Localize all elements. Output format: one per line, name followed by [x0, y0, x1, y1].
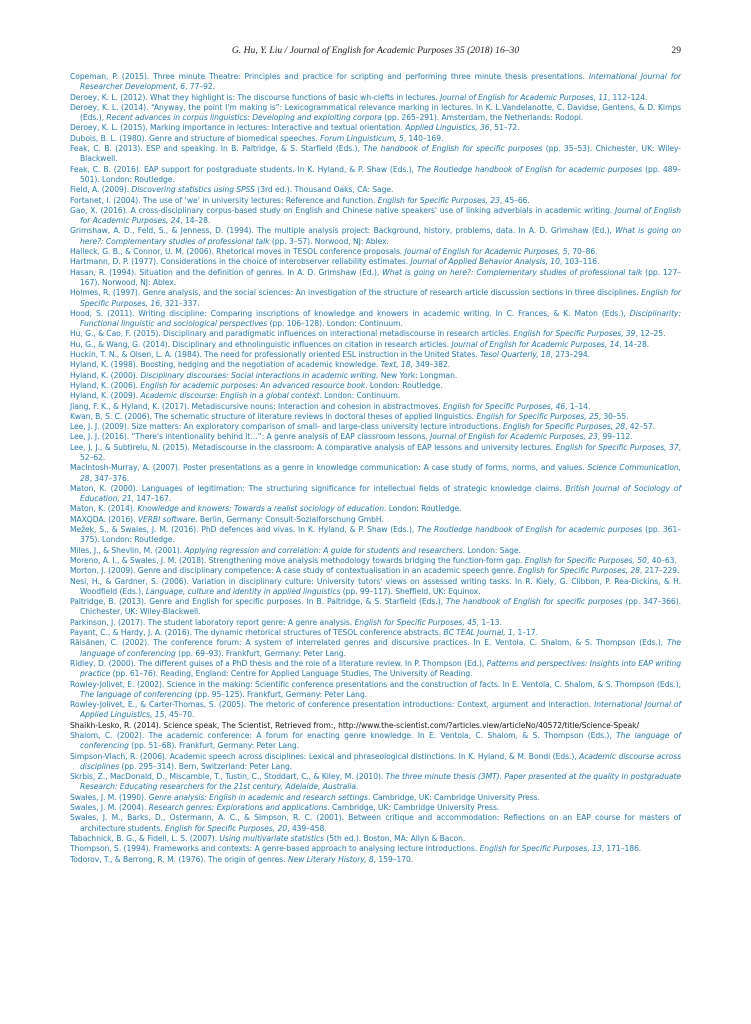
reference-entry[interactable]	[70, 731, 681, 752]
reference-source-title: Language, culture and identity in applied linguistics	[145, 586, 341, 596]
reference-pages: (pp. 51–68). Frankfurt, Germany: Peter Lang.	[128, 741, 300, 751]
reference-text: Payant, C., & Hardy, J. A. (2016). The dynamic rhetorical structures of TESOL conference abstracts.	[70, 628, 444, 638]
reference-entry[interactable]	[70, 793, 681, 803]
reference-entry[interactable]	[70, 206, 681, 227]
reference-pages: , 1–17.	[512, 628, 538, 638]
reference-pages: . Cambridge, UK: Cambridge University Press.	[327, 803, 500, 813]
reference-entry[interactable]	[70, 165, 681, 186]
reference-pages: . London: Routledge.	[365, 380, 443, 390]
reference-pages: (pp. 99–117). Sheffield, UK: Equinox.	[340, 586, 481, 596]
reference-text: Swales, J. M., Barks, D., Ostermann, A. C., & Simpson, R. C. (2001). Between critique and accommodation: Reflections on an EAP course for masters of architecture students.	[70, 813, 681, 833]
reference-source-title: Tesol Quarterly, 18	[480, 350, 551, 360]
reference-entry[interactable]	[70, 226, 681, 247]
reference-entry[interactable]	[70, 628, 681, 638]
reference-source-title: BC TEAL Journal, 1	[443, 628, 513, 638]
reference-text: Swales, J. M. (2004).	[70, 803, 149, 813]
reference-pages: , 159–170.	[373, 854, 414, 864]
reference-text: Shaikh-Lesko, R. (2014). Science speak, The Scientist, Retrieved from:,	[70, 720, 339, 730]
reference-text: Halleck, G. B., & Connor, U. M. (2006). Rhetorical moves in TESOL conference proposals.	[70, 247, 405, 257]
reference-source-title: Using multivariate statistics	[219, 833, 324, 843]
reference-entry[interactable]	[70, 504, 681, 514]
reference-text: Moreno, A. I., & Swales, J. M. (2018). Strengthening move analysis methodology towards bridging the function-form gap.	[70, 555, 525, 565]
reference-source-title: English for Specific Purposes, 25	[476, 411, 599, 421]
reference-pages: , 45–66.	[499, 195, 530, 205]
reference-source-title: What is going on here?: Complementary studies of professional talk	[80, 226, 681, 246]
reference-text: Copeman, P. (2015). Three minute Theatre: Principles and practice for scripting and performing three minute thesis presentations.	[70, 72, 589, 81]
reference-entry[interactable]	[70, 618, 681, 628]
reference-pages: , 1–14.	[565, 401, 591, 411]
reference-source-title: The handbook of English for specific purposes	[363, 144, 543, 154]
reference-entry[interactable]	[70, 638, 681, 659]
reference-text: Lee, J. J. (2016). “There's intentionality behind it…”: A genre analysis of EAP classroom lessons.	[70, 432, 431, 442]
reference-pages: , 439–458.	[287, 823, 327, 833]
reference-pages: (pp. 61–76). Reading, England: Centre for Applied Language Studies, The University of Reading.	[110, 669, 473, 679]
reference-text: Grimshaw, A. D., Feld, S., & Jenness, D. (1994). The multiple analysis project: Background, history, problems, data. In A. D. Grimshaw (Ed.),	[70, 226, 616, 236]
reference-entry[interactable]	[70, 123, 681, 133]
reference-pages: , 12–25.	[635, 329, 666, 339]
reference-text: Swales, J. M. (1990).	[70, 792, 149, 802]
reference-pages: (pp. 347–366). Chichester, UK: Wiley-Blackwell.	[80, 597, 681, 617]
reference-source-title: English for academic purposes: An advanced resource book	[140, 380, 366, 390]
reference-text: Dubois, B. L. (1980). Genre and structure of biomedical speeches.	[70, 133, 321, 143]
reference-source-title: Discovering statistics using SPSS	[131, 185, 255, 195]
reference-text: Ridley, D. (2000). The different guises of a PhD thesis and the role of a literature review. In P. Thompson (Ed.),	[70, 658, 487, 668]
reference-source-title: What is going on here?: Complementary studies of professional talk	[382, 267, 643, 277]
reference-source-title: Applied Linguistics, 36	[405, 123, 490, 133]
reference-source-title: English for Specific Purposes, 50	[524, 555, 647, 565]
reference-pages: (pp. 3–57). Norwood, NJ: Ablex.	[269, 236, 389, 246]
reference-pages: (pp. 489–501). London: Routledge.	[80, 164, 681, 184]
reference-source-title: Disciplinarity: Functional linguistic and sociological perspectives	[80, 308, 681, 329]
reference-pages: , 51–72.	[489, 123, 520, 133]
reference-source-title: Journal of English for Academic Purposes, 23	[430, 432, 598, 442]
reference-pages: , 273–294.	[550, 350, 591, 360]
running-header	[70, 45, 681, 61]
reference-text: Parkinson, J. (2017). The student laboratory report genre: A genre analysis.	[70, 617, 355, 627]
reference-pages: (3rd ed.). Thousand Oaks, CA: Sage.	[254, 185, 394, 195]
reference-pages: , 77–92.	[185, 82, 216, 92]
reference-source-title: English for Specific Purposes, 20	[165, 823, 288, 833]
reference-entry[interactable]	[70, 525, 681, 546]
reference-source-title: English for Specific Purposes, 13	[479, 844, 602, 854]
reference-text: Hyland, K. (1998). Boosting, hedging and the negotiation of academic knowledge.	[70, 360, 381, 370]
reference-entry[interactable]	[70, 463, 681, 484]
reference-pages: (pp. 361–375). London: Routledge.	[80, 525, 681, 545]
reference-url[interactable]: http://www.the-scientist.com/?articles.view/articleNo/40572/title/Science-Speak/	[338, 720, 640, 730]
reference-entry[interactable]	[70, 144, 681, 165]
reference-pages: . London: Sage.	[462, 545, 521, 555]
reference-text: Hyland, K. (2000).	[70, 370, 141, 380]
reference-entry[interactable]	[70, 257, 681, 267]
reference-text: Deroey, K. L. (2014). “Anyway, the point I'm making is”: Lexicogrammatical relevance marking in lectures. In K. L.Vandelanotte, C. Davidse, Gentens, & D. Kimps (Eds.),	[70, 102, 681, 123]
running-header-title: G. Hu, Y. Liu / Journal of English for Academic Purposes 35 (2018) 16–30	[231, 45, 520, 56]
reference-source-title: English for Specific Purposes, 39	[513, 329, 636, 339]
reference-pages: (pp. 106–128). London: Continuum.	[267, 319, 403, 329]
reference-entry[interactable]	[70, 566, 681, 576]
reference-entry[interactable]	[70, 721, 681, 731]
page-number: 29	[671, 45, 681, 56]
reference-entry[interactable]	[70, 360, 681, 370]
reference-text: Hasan, R. (1994). Situation and the definition of genres. In A. D. Grimshaw (Ed.),	[70, 267, 383, 277]
reference-source-title: Journal of English for Academic Purposes, 24	[80, 205, 681, 226]
reference-pages: . Berlin, Germany: Consult-Sozialforschung GmbH.	[195, 514, 384, 524]
reference-entry[interactable]	[70, 556, 681, 566]
reference-text: Simpson-Vlach, R. (2006). Academic speech across disciplines: Lexical and phraseological distinctions. In K. Hyland, & M. Bondi (Eds.),	[70, 751, 580, 761]
reference-entry[interactable]	[70, 834, 681, 844]
reference-source-title: International Journal for Researcher Development, 6	[80, 72, 681, 92]
reference-source-title: The language of conferencing	[80, 638, 681, 658]
reference-source-title: Applying regression and correlation: A guide for students and researchers	[184, 545, 463, 555]
reference-entry[interactable]	[70, 103, 681, 124]
reference-pages: , 52–62.	[80, 442, 681, 462]
reference-text: Fortanet, I. (2004). The use of ‘we’ in university lectures: Reference and function.	[70, 195, 378, 205]
reference-source-title: English for Specific Purposes, 28	[502, 422, 626, 432]
reference-entry[interactable]	[70, 350, 681, 360]
reference-pages: . Cambridge, UK: Cambridge University Press.	[367, 792, 540, 802]
reference-text: Hu, G., & Wang, G. (2014). Disciplinary and ethnolinguistic influences on citation in research articles.	[70, 339, 452, 349]
reference-pages: , 45–70.	[164, 710, 195, 720]
reference-text: Holmes, R. (1997). Genre analysis, and the social sciences: An investigation of the structure of research article discussion sections in three disciplines.	[70, 288, 642, 298]
reference-entry[interactable]	[70, 247, 681, 257]
reference-text: Miles, J., & Shevlin, M. (2001).	[70, 545, 185, 555]
reference-source-title: Science Communication, 28	[80, 463, 681, 483]
reference-pages: , 112–124.	[607, 92, 648, 102]
reference-entry[interactable]	[70, 432, 681, 442]
reference-pages: , 14–28.	[180, 216, 211, 226]
reference-pages: , 99–112.	[597, 432, 633, 442]
reference-text: Tabachnick, B. G., & Fidell, L. S. (2007).	[70, 833, 220, 843]
reference-entry[interactable]	[70, 422, 681, 432]
reference-pages: (pp. 295–314). Bern, Switzerland: Peter Lang.	[119, 761, 293, 771]
reference-text: Morton, J. (2009). Genre and disciplinary competence: A case study of contextualisation in an academic speech genre.	[70, 566, 518, 576]
reference-entry[interactable]	[70, 196, 681, 206]
reference-source-title: Academic discourse: English in a global context	[140, 391, 320, 401]
reference-text: Shalom, C. (2002). The academic conference: A forum for enacting genre knowledge. In E. Ventola, C. Shalom, & S. Thompson (Eds.),	[70, 731, 617, 740]
reference-text: Field, A. (2009).	[70, 185, 132, 195]
reference-source-title: English for Specific Purposes, 45	[354, 617, 477, 627]
reference-pages: , 103–116.	[559, 257, 600, 267]
reference-source-title: VERBI software	[137, 514, 196, 524]
reference-source-title: Academic discourse across disciplines	[80, 751, 681, 771]
reference-source-title: Journal of English for Academic Purposes, 5	[404, 247, 568, 257]
reference-entry[interactable]	[70, 391, 681, 401]
reference-entry[interactable]	[70, 577, 681, 598]
reference-text: Hu, G., & Cao, F. (2015). Disciplinary and paradigmatic influences on interactional metadiscourse in research articles.	[70, 329, 514, 339]
reference-text: Lee, J. J. (2009). Size matters: An exploratory comparison of small- and large-class university lecture introductions.	[70, 422, 503, 432]
reference-pages: . London: Routledge.	[384, 504, 462, 514]
reference-entry[interactable]	[70, 772, 681, 793]
reference-source-title: Journal of Applied Behavior Analysis, 10	[410, 257, 560, 267]
reference-source-title: Text, 18	[380, 360, 411, 370]
reference-entry[interactable]	[70, 93, 681, 103]
reference-source-title: English for Specific Purposes, 37	[555, 442, 679, 452]
reference-pages: , 147–167.	[131, 494, 172, 504]
reference-pages: (pp. 95–125). Frankfurt, Germany: Peter Lang.	[192, 689, 368, 699]
reference-source-title: English for Specific Purposes, 46	[443, 401, 566, 411]
reference-source-title: Knowledge and knowers: Towards a realist sociology of education	[137, 504, 385, 514]
reference-text: Gao, X. (2016). A cross-disciplinary corpus-based study on English and Chinese native speakers' use of linking adverbials in academic writing.	[70, 205, 616, 215]
reference-pages: . New York: Longman.	[376, 370, 458, 380]
reference-text: Hood, S. (2011). Writing discipline: Comparing inscriptions of knowledge and knowers in academic writing. In C. Frances, & K. Maton (Eds.),	[70, 308, 630, 318]
reference-entry[interactable]	[70, 752, 681, 773]
reference-entry[interactable]	[70, 680, 681, 701]
reference-pages: , 171–186.	[601, 844, 642, 854]
reference-entry[interactable]	[70, 855, 681, 865]
reference-entry[interactable]	[70, 700, 681, 721]
reference-entry[interactable]	[70, 268, 681, 289]
reference-text: Feak, C. B. (2013). ESP and speaking. In B. Paltridge, & S. Starfield (Eds.),	[70, 144, 364, 154]
reference-pages: (5th ed.). Boston, MA: Allyn & Bacon.	[324, 833, 466, 843]
reference-entry[interactable]	[70, 288, 681, 309]
reference-entry[interactable]	[70, 412, 681, 422]
reference-text: Deroey, K. L. (2012). What they highlight is: The discourse functions of basic wh-clefts in lectures.	[70, 92, 441, 102]
reference-pages: , 70–86.	[567, 247, 598, 257]
reference-entry[interactable]	[70, 659, 681, 680]
reference-pages: (pp. 127–167). Norwood, NJ: Ablex.	[80, 267, 681, 287]
reference-source-title: New Literary History, 8	[287, 854, 374, 864]
reference-text: Deroey, K. L. (2015). Marking importance in lectures: Interactive and textual orientation.	[70, 123, 406, 133]
reference-text: Hyland, K. (2006).	[70, 380, 141, 390]
reference-source-title: The Routledge handbook of English for academic purposes	[416, 164, 643, 174]
reference-source-title: Recent advances in corpus linguistics: Developing and exploiting corpora	[106, 113, 382, 123]
reference-text: Rowley-Jolivet, E., & Carter-Thomas, S. (2005). The rhetoric of conference presentation introductions: Context, argument and interaction.	[70, 700, 595, 710]
reference-entry[interactable]	[70, 813, 681, 834]
reference-text: Jiang, F. K., & Hyland, K. (2017). Metadiscursive nouns: Interaction and cohesion in abstractmoves.	[70, 401, 444, 411]
reference-pages: , 217–229.	[639, 566, 680, 576]
reference-text: Mežek, S., & Swales, J. M. (2016). PhD defences and vivas. In K. Hyland, & P. Shaw (Eds.),	[70, 525, 418, 535]
reference-source-title: Forum Linguisticum, 5	[320, 133, 404, 143]
reference-source-title: The handbook of English for specific purposes	[445, 597, 623, 607]
reference-text: Maton, K. (2014).	[70, 504, 138, 514]
reference-text: Huckin, T. N., & Olsen, L. A. (1984). The need for professionally oriented ESL instruction in the United States.	[70, 350, 481, 360]
reference-entry[interactable]	[70, 443, 681, 464]
reference-source-title: The Routledge handbook of English for academic purposes	[417, 525, 643, 535]
reference-pages: , 1–13.	[476, 617, 502, 627]
reference-source-title: International Journal of Applied Linguistics, 15	[80, 700, 681, 720]
reference-pages: . London: Continuum.	[319, 391, 401, 401]
reference-source-title: Patterns and perspectives: Insights into EAP writing practice	[80, 658, 681, 679]
reference-entry[interactable]	[70, 597, 681, 618]
reference-entry[interactable]	[70, 515, 681, 525]
reference-entry[interactable]	[70, 329, 681, 339]
reference-source-title: Journal of English for Academic Purposes, 11	[440, 92, 608, 102]
reference-entry[interactable]	[70, 185, 681, 195]
reference-text: Nesi, H., & Gardner, S. (2006). Variation in disciplinary culture: University tutors' views on assessed writing tasks. In R. Kiely, G. Clibbon, P. Rea-Dickins, & H. Woodfield (Eds.),	[70, 576, 681, 596]
reference-entry[interactable]	[70, 309, 681, 330]
reference-text: Hartmann, D. P. (1977). Considerations in the choice of interobserver reliability estimates.	[70, 257, 411, 267]
reference-source-title: Genre analysis: English in academic and research settings	[148, 792, 368, 802]
reference-source-title: Journal of English for Academic Purposes, 14	[451, 339, 620, 349]
reference-source-title: Research genres: Explorations and applications	[148, 803, 328, 813]
reference-text: Rowley-Jolivet, E. (2002). Science in the making: Scientific conference presentations and the construction of facts. In E. Ventola, C. Shalom, & S. Thompson (Eds.),	[70, 679, 681, 689]
reference-pages: , 14–28.	[619, 339, 650, 349]
reference-text: Feak, C. B. (2016). EAP support for postgraduate students. In K. Hyland, & P. Shaw (Eds.),	[70, 164, 417, 174]
reference-entry[interactable]	[70, 381, 681, 391]
reference-pages: , 140–169.	[403, 133, 444, 143]
reference-source-title: English for Specific Purposes, 23	[377, 195, 500, 205]
reference-entry[interactable]	[70, 484, 681, 505]
reference-text: Kwan, B. S. C. (2006). The schematic structure of literature reviews in doctoral theses of applied linguistics.	[70, 411, 477, 421]
reference-source-title: The three minute thesis (3MT). Paper presented at the quality in postgraduate Research: Educating researchers for the 21st century, Adelaide, Australia	[80, 772, 681, 792]
reference-entry[interactable]	[70, 72, 681, 93]
reference-entry[interactable]	[70, 402, 681, 412]
reference-pages: , 40–63.	[646, 555, 677, 565]
reference-entry[interactable]	[70, 134, 681, 144]
reference-pages: , 347–376.	[89, 473, 130, 483]
reference-source-title: The language of conferencing	[80, 689, 193, 699]
reference-text: Skrbis, Z., MacDonald, D., Miscamble, T., Tustin, C., Stoddart, C., & Kiley, M. (2010).	[70, 772, 386, 782]
reference-source-title: English for Specific Purposes, 28	[517, 566, 640, 576]
reference-entry[interactable]	[70, 844, 681, 854]
reference-pages: , 30–55.	[598, 411, 629, 421]
reference-pages: , 42–57.	[625, 422, 655, 432]
reference-list	[70, 72, 681, 865]
reference-entry[interactable]	[70, 803, 681, 813]
reference-pages: (pp. 265–291). Amsterdam, the Netherlands: Rodopi.	[381, 113, 584, 123]
reference-text: Paltridge, B. (2013). Genre and English for specific purposes. In B. Paltridge, & S. Starfield (Eds.),	[70, 597, 446, 607]
reference-text: MAXQDA. (2016).	[70, 514, 138, 524]
reference-entry[interactable]	[70, 546, 681, 556]
reference-text: Räisänen, C. (2002). The conference forum: A system of interrelated genres and discursive practices. In E. Ventola, C. Shalom, & S. Thompson (Eds.),	[70, 638, 668, 648]
reference-pages: , 321–337.	[159, 298, 200, 308]
reference-source-title: English for Specific Purposes, 16	[80, 288, 681, 308]
reference-text: Todorov, T., & Berrong, R. M. (1976). The origin of genres.	[70, 854, 288, 864]
reference-source-title: Disciplinary discourses: Social interactions in academic writing	[140, 370, 377, 380]
reference-text: Lee, J. J., & Subtirelu, N. (2015). Metadiscourse in the classroom: A comparative analysis of EAP lessons and university lectures.	[70, 442, 556, 452]
reference-pages: .	[355, 782, 359, 792]
reference-entry[interactable]	[70, 371, 681, 381]
reference-pages: , 349–382.	[410, 360, 451, 370]
reference-source-title: The language of conferencing	[80, 731, 681, 751]
reference-entry[interactable]	[70, 340, 681, 350]
reference-pages: (pp. 69–93). Frankfurt, Germany: Peter Lang.	[175, 648, 346, 658]
reference-pages: (pp. 35–53). Chichester, UK: Wiley-Blackwell.	[80, 144, 681, 164]
reference-text: MacIntosh-Murray, A. (2007). Poster presentations as a genre in knowledge communication: A case study of forms, norms, and values.	[70, 463, 588, 473]
reference-source-title: British Journal of Sociology of Education, 21	[80, 483, 682, 504]
reference-text: Hyland, K. (2009).	[70, 391, 141, 401]
reference-text: Maton, K. (2000). Languages of legitimation: The structuring significance for intellectual fields of strategic knowledge claims.	[70, 483, 566, 493]
reference-text: Thompson, S. (1994). Frameworks and contexts: A genre-based approach to analysing lecture introductions.	[70, 844, 480, 854]
